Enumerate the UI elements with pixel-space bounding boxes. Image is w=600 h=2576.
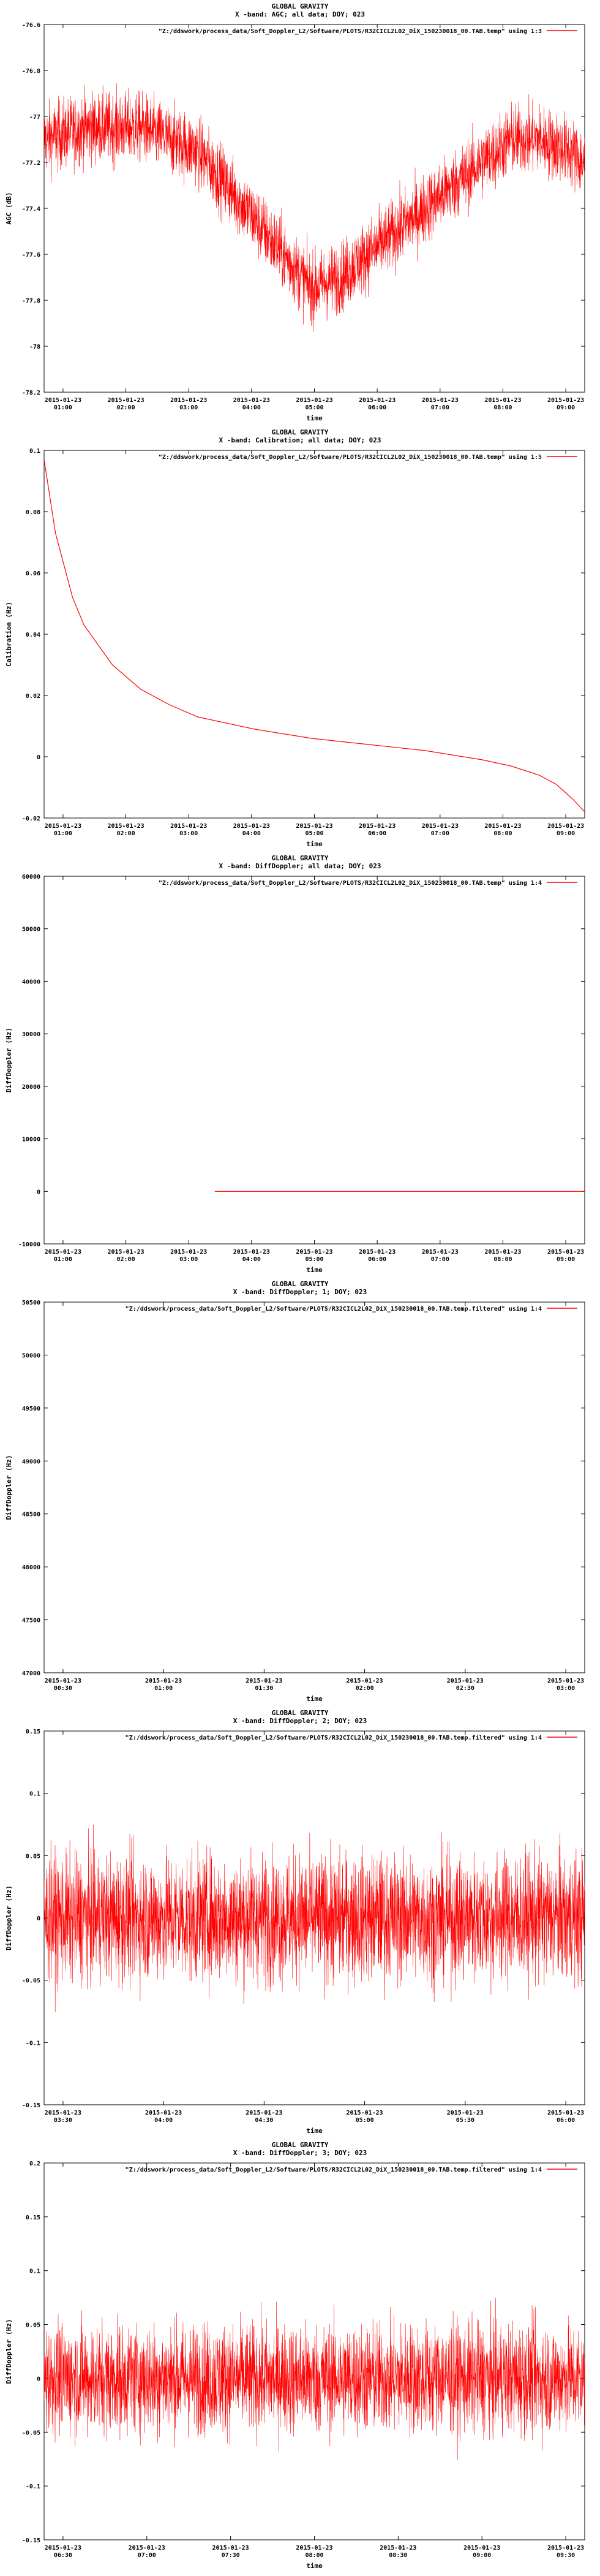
chart-title: GLOBAL GRAVITY	[271, 428, 329, 436]
x-tick-label: 2015-01-23 04:00	[233, 1249, 270, 1263]
chart-panel-2	[0, 426, 600, 852]
x-tick-label: 2015-01-23 07:00	[421, 397, 459, 411]
legend-label: "Z:/ddswork/process_data/Soft_Doppler_L2/Software/PLOTS/R32CICL2L02_DiX_150230018_00.TAB.temp.filtered" using 1:4	[125, 1306, 542, 1313]
y-tick-label: 60000	[21, 874, 40, 881]
x-axis-label: time	[306, 1695, 323, 1703]
legend-label: "Z:/ddswork/process_data/Soft_Doppler_L2/Software/PLOTS/R32CICL2L02_DiX_150230018_00.TAB.temp" using 1:3	[158, 28, 542, 35]
x-tick-label: 2015-01-23 01:00	[145, 1678, 182, 1692]
x-tick-label: 2015-01-23 08:00	[296, 2545, 333, 2559]
y-tick-label: -0.15	[21, 2102, 40, 2109]
y-tick-label: 0.08	[25, 509, 40, 516]
chart-panel-4	[0, 1278, 600, 1707]
y-tick-label: 50000	[21, 1352, 40, 1360]
y-tick-label: 0.1	[29, 1790, 40, 1798]
x-tick-label: 2015-01-23 06:00	[359, 397, 396, 411]
x-tick-label: 2015-01-23 07:00	[421, 823, 459, 837]
x-axis-label: time	[306, 414, 323, 422]
y-axis-label: DiffDoppler (Hz)	[5, 1885, 13, 1950]
x-tick-label: 2015-01-23 03:30	[44, 2110, 82, 2124]
x-tick-label: 2015-01-23 02:00	[346, 1678, 383, 1692]
x-tick-label: 2015-01-23 01:00	[44, 823, 82, 837]
x-tick-label: 2015-01-23 02:00	[107, 397, 144, 411]
y-tick-label: 0.05	[25, 1853, 40, 1860]
y-tick-label: 49000	[21, 1458, 40, 1466]
y-tick-label: 0.15	[25, 2214, 40, 2221]
x-tick-label: 2015-01-23 01:00	[44, 1249, 82, 1263]
chart-subtitle: X -band: AGC; all data; DOY; 023	[235, 10, 365, 18]
y-tick-label: 47500	[21, 1617, 40, 1624]
chart-svg	[0, 1278, 600, 1707]
chart-title: GLOBAL GRAVITY	[271, 1709, 329, 1717]
plot-frame	[44, 25, 585, 392]
x-tick-label: 2015-01-23 05:00	[296, 1249, 333, 1263]
chart-panel-1	[0, 0, 600, 426]
plot-frame	[44, 876, 585, 1244]
chart-panel-3	[0, 852, 600, 1278]
x-tick-label: 2015-01-23 08:30	[380, 2545, 417, 2559]
y-tick-label: -0.1	[25, 2483, 40, 2491]
y-axis-label: DiffDoppler (Hz)	[5, 1455, 13, 1520]
y-tick-label: 0	[36, 2376, 40, 2383]
y-axis-label: Calibration (Hz)	[5, 602, 13, 667]
series-line	[44, 1825, 585, 2012]
y-tick-label: 0.1	[29, 448, 40, 455]
y-axis-label: AGC (dB)	[5, 192, 13, 225]
y-tick-label: 50500	[21, 1300, 40, 1306]
y-tick-label: 0	[36, 1915, 40, 1922]
y-tick-label: -0.15	[21, 2537, 40, 2544]
chart-subtitle: X -band: Calibration; all data; DOY; 023	[219, 436, 381, 444]
y-tick-label: 30000	[21, 1031, 40, 1039]
chart-svg	[0, 852, 600, 1278]
x-tick-label: 2015-01-23 07:30	[212, 2545, 249, 2559]
chart-subtitle: X -band: DiffDoppler; all data; DOY; 023	[219, 862, 381, 870]
x-tick-label: 2015-01-23 09:00	[547, 1249, 585, 1263]
x-tick-label: 2015-01-23 06:30	[44, 2545, 82, 2559]
x-tick-label: 2015-01-23 06:00	[359, 823, 396, 837]
y-tick-label: 49500	[21, 1405, 40, 1412]
y-tick-label: 0.04	[25, 632, 40, 638]
y-tick-label: 48500	[21, 1511, 40, 1518]
y-tick-label: -10000	[18, 1241, 40, 1248]
x-tick-label: 2015-01-23 09:00	[547, 397, 585, 411]
x-tick-label: 2015-01-23 00:30	[44, 1678, 82, 1692]
y-tick-label: 0	[36, 1189, 40, 1196]
chart-title: GLOBAL GRAVITY	[271, 2, 329, 10]
chart-title: GLOBAL GRAVITY	[271, 1280, 329, 1288]
y-tick-label: 20000	[21, 1083, 40, 1091]
legend-label: "Z:/ddswork/process_data/Soft_Doppler_L2/Software/PLOTS/R32CICL2L02_DiX_150230018_00.TAB.temp" using 1:4	[158, 880, 542, 887]
legend-label: "Z:/ddswork/process_data/Soft_Doppler_L2/Software/PLOTS/R32CICL2L02_DiX_150230018_00.TAB.temp" using 1:5	[158, 454, 542, 461]
x-tick-label: 2015-01-23 03:00	[170, 823, 208, 837]
plot-frame	[44, 450, 585, 818]
y-tick-label: 0	[36, 754, 40, 761]
y-tick-label: 48000	[21, 1564, 40, 1572]
x-tick-label: 2015-01-23 02:30	[446, 1678, 484, 1692]
x-tick-label: 2015-01-23 06:00	[359, 1249, 396, 1263]
y-tick-label: -77	[29, 114, 40, 121]
legend-label: "Z:/ddswork/process_data/Soft_Doppler_L2/Software/PLOTS/R32CICL2L02_DiX_150230018_00.TAB.temp.filtered" using 1:4	[125, 2167, 542, 2173]
chart-svg	[0, 0, 600, 426]
y-tick-label: -0.05	[21, 1977, 40, 1985]
chart-subtitle: X -band: DiffDoppler; 2; DOY; 023	[233, 1717, 367, 1725]
x-tick-label: 2015-01-23 08:00	[484, 1249, 522, 1263]
y-tick-label: -77.8	[21, 298, 40, 305]
chart-svg	[0, 426, 600, 852]
x-axis-label: time	[306, 1266, 323, 1274]
x-tick-label: 2015-01-23 05:00	[296, 397, 333, 411]
y-tick-label: -77.4	[21, 206, 40, 213]
y-tick-label: 47000	[21, 1670, 40, 1677]
series-line	[44, 83, 585, 332]
chart-svg	[0, 2138, 600, 2574]
series-line	[44, 2298, 585, 2460]
plot-frame	[44, 1302, 585, 1673]
chart-subtitle: X -band: DiffDoppler; 1; DOY; 023	[233, 1288, 367, 1296]
x-tick-label: 2015-01-23 06:00	[547, 2110, 585, 2124]
x-tick-label: 2015-01-23 08:00	[484, 397, 522, 411]
chart-svg	[0, 1707, 600, 2138]
y-tick-label: 0.2	[29, 2161, 40, 2167]
x-tick-label: 2015-01-23 02:00	[107, 1249, 144, 1263]
x-axis-label: time	[306, 2127, 323, 2135]
y-tick-label: 10000	[21, 1136, 40, 1143]
chart-panel-5	[0, 1707, 600, 2138]
y-tick-label: 50000	[21, 926, 40, 933]
y-tick-label: -78.2	[21, 390, 40, 396]
legend-label: "Z:/ddswork/process_data/Soft_Doppler_L2/Software/PLOTS/R32CICL2L02_DiX_150230018_00.TAB.temp.filtered" using 1:4	[125, 1735, 542, 1741]
y-axis-label: DiffDoppler (Hz)	[5, 1028, 13, 1093]
x-tick-label: 2015-01-23 07:00	[128, 2545, 165, 2559]
y-tick-label: -77.2	[21, 160, 40, 167]
y-tick-label: -77.6	[21, 252, 40, 259]
x-tick-label: 2015-01-23 09:00	[463, 2545, 501, 2559]
x-tick-label: 2015-01-23 02:00	[107, 823, 144, 837]
x-tick-label: 2015-01-23 05:00	[346, 2110, 383, 2124]
y-tick-label: -0.1	[25, 2040, 40, 2047]
y-tick-label: 0.06	[25, 570, 40, 577]
chart-panel-6	[0, 2138, 600, 2574]
x-tick-label: 2015-01-23 09:30	[547, 2545, 585, 2559]
x-tick-label: 2015-01-23 09:00	[547, 823, 585, 837]
x-tick-label: 2015-01-23 04:00	[233, 823, 270, 837]
x-tick-label: 2015-01-23 03:00	[547, 1678, 585, 1692]
x-tick-label: 2015-01-23 01:00	[44, 397, 82, 411]
y-tick-label: -76.8	[21, 68, 40, 75]
x-tick-label: 2015-01-23 03:00	[170, 1249, 208, 1263]
x-tick-label: 2015-01-23 08:00	[484, 823, 522, 837]
y-tick-label: 0.02	[25, 693, 40, 700]
chart-title: GLOBAL GRAVITY	[271, 2141, 329, 2149]
y-axis-label: DiffDoppler (Hz)	[5, 2319, 13, 2384]
y-tick-label: -76.6	[21, 22, 40, 29]
x-axis-label: time	[306, 840, 323, 848]
x-axis-label: time	[306, 2562, 323, 2570]
y-tick-label: 0.15	[25, 1729, 40, 1735]
x-tick-label: 2015-01-23 03:00	[170, 397, 208, 411]
chart-subtitle: X -band: DiffDoppler; 3; DOY; 023	[233, 2149, 367, 2157]
y-tick-label: -0.02	[21, 816, 40, 822]
x-tick-label: 2015-01-23 01:30	[246, 1678, 283, 1692]
x-tick-label: 2015-01-23 04:00	[233, 397, 270, 411]
x-tick-label: 2015-01-23 05:30	[446, 2110, 484, 2124]
y-tick-label: 40000	[21, 979, 40, 986]
y-tick-label: -78	[29, 344, 40, 350]
y-tick-label: 0.1	[29, 2268, 40, 2275]
y-tick-label: -0.05	[21, 2430, 40, 2437]
x-tick-label: 2015-01-23 04:00	[145, 2110, 182, 2124]
x-tick-label: 2015-01-23 05:00	[296, 823, 333, 837]
x-tick-label: 2015-01-23 04:30	[246, 2110, 283, 2124]
x-tick-label: 2015-01-23 07:00	[421, 1249, 459, 1263]
chart-title: GLOBAL GRAVITY	[271, 854, 329, 862]
series-line	[44, 460, 585, 812]
y-tick-label: 0.05	[25, 2322, 40, 2329]
